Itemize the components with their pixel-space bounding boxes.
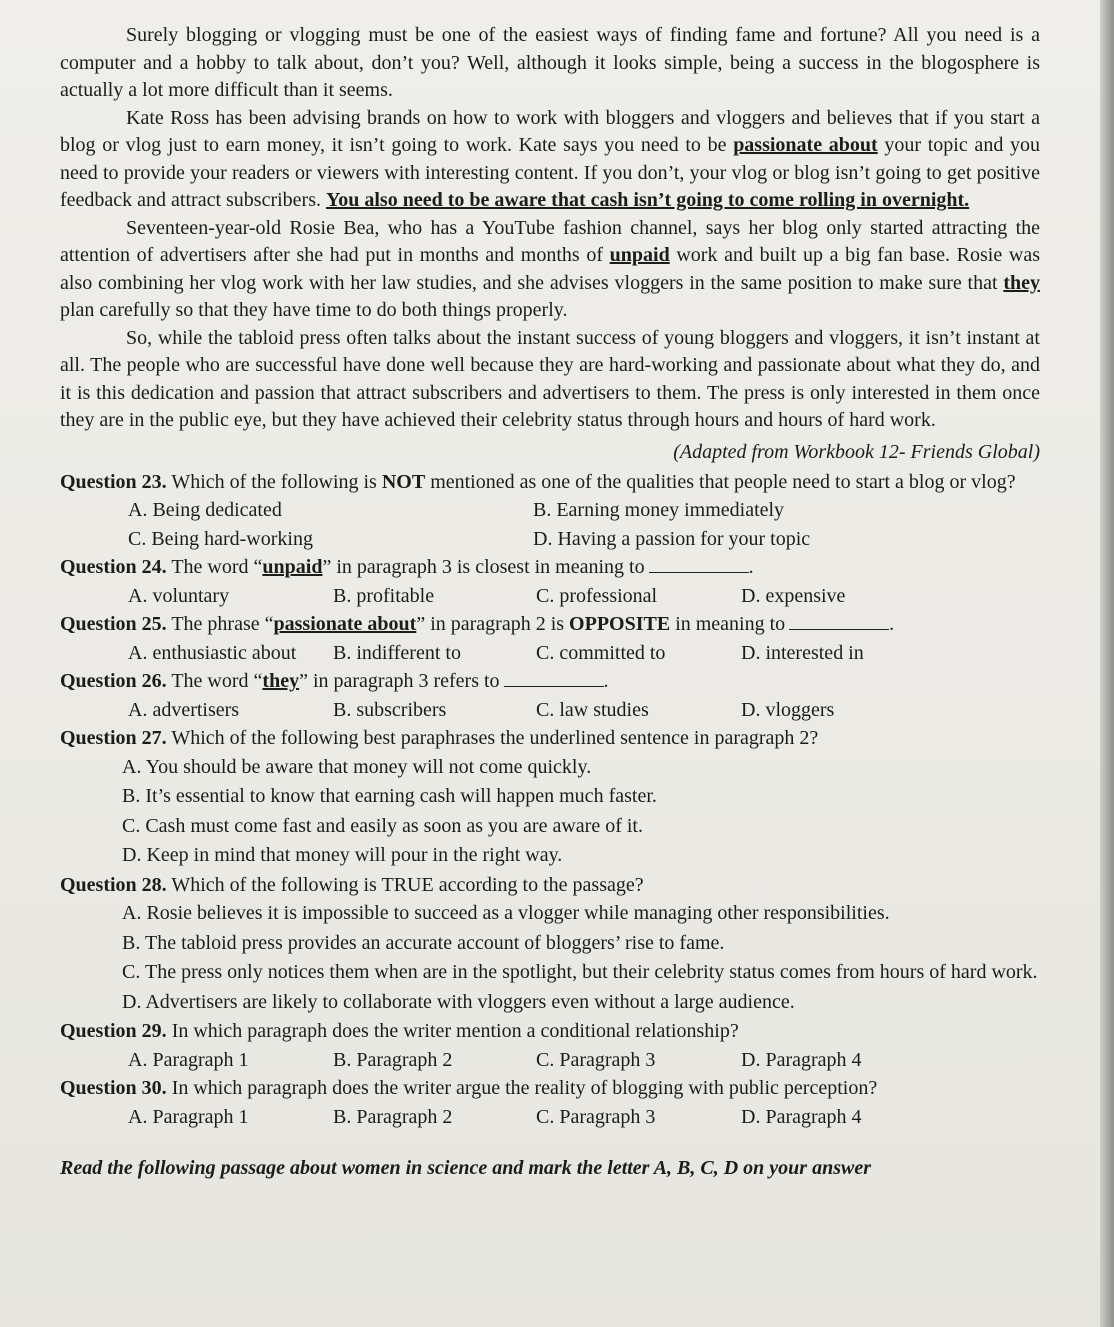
passage-paragraph-3 xyxy=(60,215,1040,325)
passage-paragraph-4: So, while the tabloid press often talks about the instant success of young bloggers and vloggers, it isn’t instant at all. The people who are successful have done well because they are hard-working and passionate about what they do, and it is this dedication and passion that attract subscribers and advertisers to them. The press is only interested in them once they are in the public eye, but they have achieved their celebrity status through hours and hours of hard work. xyxy=(60,326,1040,431)
passage-paragraph-2 xyxy=(60,105,1040,215)
option-a[interactable]: A. voluntary xyxy=(128,584,230,607)
option-a[interactable]: A. enthusiastic about xyxy=(128,641,297,664)
option-c[interactable]: C. Being hard-working xyxy=(128,527,313,550)
question-stem: In which paragraph does the writer argue the reality of blogging with public perception? xyxy=(166,1077,878,1099)
p2-text-a: Kate Ross has been advising brands on how to work with bloggers and vloggers and believes that if you start a blog or vlog just to earn money, it isn’t going to work. Kate says you need to be xyxy=(60,106,1040,156)
question-stem: ” in paragraph 3 refers to xyxy=(299,670,500,692)
option-a[interactable]: A. You should be aware that money will not come quickly. xyxy=(122,755,592,778)
p2-text-b: your topic and you need to provide your readers or viewers with interesting content. If you don’t, your vlog or blog isn’t going to get positive feedback and attract subscribers. xyxy=(60,134,1041,211)
question-26-options xyxy=(60,696,1040,725)
question-30 xyxy=(60,1074,1040,1103)
question-26: Question 26. The word “they” in paragraph 3 refers to . xyxy=(60,670,609,692)
question-stem: Which of the following best paraphrases the underlined sentence in paragraph 2? xyxy=(166,727,819,749)
option-a[interactable]: A. Paragraph 1 xyxy=(128,1048,249,1071)
p2-underlined-sentence: You also need to be aware that cash isn’t going to come rolling in overnight. xyxy=(326,189,970,211)
option-d[interactable]: D. Paragraph 4 xyxy=(741,1105,862,1128)
answer-blank[interactable] xyxy=(504,670,604,687)
question-29 xyxy=(60,1017,1040,1046)
question-number: Question 23. xyxy=(60,470,167,493)
question-number: Question 25. xyxy=(60,613,167,635)
option-b[interactable]: B. profitable xyxy=(333,584,435,607)
passage-source: (Adapted from Workbook 12- Friends Global) xyxy=(673,440,1040,463)
option-b[interactable]: B. Paragraph 2 xyxy=(333,1105,453,1128)
question-stem: The phrase “ xyxy=(166,613,274,635)
option-d[interactable]: D. interested in xyxy=(741,641,864,664)
question-stem-emphasis: OPPOSITE xyxy=(569,613,671,635)
option-b[interactable]: B. Paragraph 2 xyxy=(333,1048,453,1071)
option-d[interactable]: D. Paragraph 4 xyxy=(741,1048,862,1071)
question-23-options xyxy=(60,496,1040,553)
option-b[interactable]: B. subscribers xyxy=(333,698,447,721)
p3-text-c: plan carefully so that they have time to do both things properly. xyxy=(60,299,568,321)
answer-blank[interactable] xyxy=(789,613,889,630)
question-stem: ” in paragraph 2 is xyxy=(416,613,570,635)
question-24-options xyxy=(60,582,1040,611)
question-number: Question 26. xyxy=(60,670,167,692)
p3-underlined-unpaid: unpaid xyxy=(609,244,670,266)
question-24: Question 24. The word “unpaid” in paragraph 3 is closest in meaning to . xyxy=(60,556,754,578)
option-a[interactable]: A. advertisers xyxy=(128,698,240,721)
option-b[interactable]: B. It’s essential to know that earning cash will happen much faster. xyxy=(122,785,657,807)
question-stem: In which paragraph does the writer mention a conditional relationship? xyxy=(166,1020,739,1042)
option-b[interactable]: B. The tabloid press provides an accurate account of bloggers’ rise to fame. xyxy=(122,931,725,954)
option-c[interactable]: C. law studies xyxy=(536,698,649,721)
question-number: Question 29. xyxy=(60,1020,167,1042)
option-b[interactable]: B. indifferent to xyxy=(333,641,461,664)
question-stem: ” in paragraph 3 is closest in meaning to xyxy=(322,556,645,578)
question-25-options xyxy=(60,639,1040,668)
question-23 xyxy=(60,468,1040,497)
question-stem: mentioned as one of the qualities that people need to start a blog or vlog? xyxy=(425,470,1016,493)
option-a[interactable]: A. Being dedicated xyxy=(128,499,282,521)
p3-text-a: Seventeen-year-old Rosie Bea, who has a YouTube fashion channel, says her blog only started attracting the attention of advertisers after she had put in months and months of xyxy=(60,216,1040,266)
question-29-options xyxy=(60,1046,1040,1075)
question-27-options xyxy=(60,753,1040,871)
question-28 xyxy=(60,871,1040,900)
question-target-phrase: passionate about xyxy=(273,613,417,635)
question-stem: in meaning to xyxy=(670,613,786,635)
option-b[interactable]: B. Earning money immediately xyxy=(533,499,785,521)
passage-paragraph-1: Surely blogging or vlogging must be one of the easiest ways of finding fame and fortune? All you need is a computer and a hobby to talk about, don’t you? Well, although it looks simple, being a success in the blogosphere is actually a lot more difficult than it seems. xyxy=(60,24,1040,101)
question-number: Question 28. xyxy=(60,873,167,896)
p3-underlined-they: they xyxy=(1003,271,1040,294)
option-d[interactable]: D. vloggers xyxy=(741,698,835,721)
question-25: Question 25. The phrase “passionate about” in paragraph 2 is OPPOSITE in meaning to . xyxy=(60,613,895,635)
option-c[interactable]: C. Paragraph 3 xyxy=(536,1105,656,1128)
question-stem-emphasis: NOT xyxy=(381,470,426,493)
question-target-word: they xyxy=(262,670,300,692)
option-c[interactable]: C. committed to xyxy=(536,641,666,664)
option-a[interactable]: A. Paragraph 1 xyxy=(128,1105,249,1128)
next-section-instruction: Read the following passage about women in science and mark the letter A, B, C, D on your answer xyxy=(60,1157,871,1179)
option-d[interactable]: D. Keep in mind that money will pour in the right way. xyxy=(122,844,563,866)
option-d[interactable]: D. Having a passion for your topic xyxy=(533,527,811,550)
option-c[interactable]: C. Paragraph 3 xyxy=(536,1048,656,1071)
question-stem: Which of the following is TRUE according to the passage? xyxy=(166,873,644,896)
question-number: Question 30. xyxy=(60,1077,167,1099)
option-c[interactable]: C. professional xyxy=(536,584,658,607)
option-c[interactable]: C. Cash must come fast and easily as soon as you are aware of it. xyxy=(122,814,643,837)
question-stem: The word “ xyxy=(166,556,263,578)
question-target-word: unpaid xyxy=(262,556,323,578)
question-number: Question 27. xyxy=(60,727,167,749)
option-c[interactable]: C. The press only notices them when are in the spotlight, but their celebrity status comes from hours of hard work. xyxy=(122,961,1038,983)
page-edge xyxy=(1100,0,1114,1327)
option-a[interactable]: A. Rosie believes it is impossible to succeed as a vlogger while managing other responsibilities. xyxy=(122,902,890,924)
option-d[interactable]: D. expensive xyxy=(741,584,846,607)
question-number: Question 24. xyxy=(60,556,167,578)
p2-underlined-phrase: passionate about xyxy=(733,134,878,156)
question-28-options xyxy=(60,899,1040,1017)
worksheet-content xyxy=(60,22,1040,1180)
question-30-options xyxy=(60,1103,1040,1132)
question-27 xyxy=(60,724,1040,753)
answer-blank[interactable] xyxy=(649,556,749,573)
p3-text-b: work and built up a big fan base. Rosie was also combining her vlog work with her law studies, and she advises vloggers in the same position to make sure that xyxy=(60,244,1040,294)
question-stem: Which of the following is xyxy=(166,470,382,493)
question-stem: The word “ xyxy=(166,670,263,692)
option-d[interactable]: D. Advertisers are likely to collaborate with vloggers even without a large audience. xyxy=(122,990,795,1013)
